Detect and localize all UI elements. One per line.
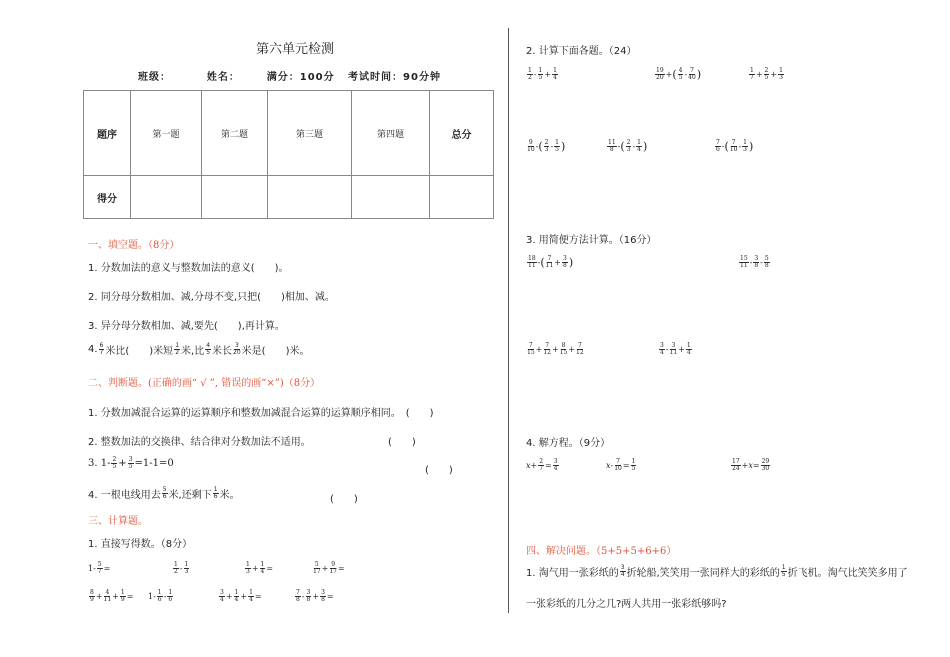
question-1-1: 1. 分数加法的意义与整数加法的意义( )。 — [88, 263, 289, 274]
score-table — [83, 90, 494, 219]
text: 4. 一根电线用去 — [88, 490, 161, 501]
calc-item: $\frac{3}{4}$ - $\frac{3}{11}$ + $\frac{1}{4}$ — [660, 342, 691, 356]
numerator: 1 — [781, 564, 786, 571]
fraction — [128, 457, 134, 470]
text: 3. 1- — [88, 458, 111, 469]
score-header-q1: 第一题 — [131, 91, 202, 176]
calc-item: $\frac{18}{11}$ - ( $\frac{7}{11}$ + $\frac{3}{8}$ ) — [528, 255, 574, 269]
denominator: 6 — [213, 493, 218, 500]
denominator: 4 — [620, 571, 625, 578]
question-1-4 — [88, 342, 309, 357]
column-divider — [508, 28, 509, 613]
numerator: 6 — [99, 342, 104, 349]
answer-paren: ( ) — [330, 494, 358, 505]
numerator: 1 — [175, 342, 180, 349]
calc-item: $\frac{7}{15}$ + $\frac{7}{12}$ + $\frac{8}{15}$ + $\frac{7}{12}$ — [527, 342, 584, 356]
calc-item: $\frac{7}{6}$ - ( $\frac{7}{10}$ - $\frac{1}{3}$ ) — [716, 139, 754, 153]
question-2-4 — [88, 486, 240, 501]
text: 1. 淘气用一张彩纸的 — [526, 568, 619, 579]
calc-item: $\frac{1}{2}$ - $\frac{1}{3}$ — [174, 561, 189, 575]
calc-item: $\frac{8}{9}$ + $\frac{4}{11}$ + $\frac{1}{9}$ = — [90, 589, 134, 603]
question-1-2: 2. 同分母分数相加、减,分母不变,只把( )相加、减。 — [88, 292, 335, 303]
page-title: 第六单元检测 — [255, 42, 334, 57]
text: 4. — [88, 344, 98, 355]
question-2-3 — [88, 457, 174, 470]
score-header-total: 总分 — [430, 91, 494, 176]
numerator: 4 — [206, 342, 211, 349]
calc-item: $\frac{7}{8}$ - $\frac{3}{8}$ + $\frac{3}{8}$ = — [296, 589, 334, 603]
fraction — [99, 343, 105, 356]
fraction — [233, 343, 241, 356]
text: 折轮船,笑笑用一张同样大的彩纸的 — [626, 568, 780, 579]
score-header-q4: 第四题 — [352, 91, 430, 176]
text: 米长 — [212, 346, 233, 357]
score-header-q3: 第三题 — [268, 91, 352, 176]
text: 米。 — [219, 490, 240, 501]
text: 米,比 — [181, 346, 205, 357]
numerator: 3 — [234, 342, 239, 349]
denominator: 5 — [112, 463, 117, 470]
score-cell[interactable] — [352, 176, 430, 219]
score-header-q2: 第二题 — [202, 91, 268, 176]
text: + — [118, 458, 127, 469]
calc-item: $\frac{5}{17}$ + $\frac{9}{17}$ = — [313, 561, 345, 575]
score-cell[interactable] — [131, 176, 202, 219]
fraction — [111, 457, 117, 470]
question-2-1: 1. 分数加减混合运算的运算顺序和整数加减混合运算的运算顺序相同。 ( ) — [88, 408, 434, 419]
calc-item: $\frac{1}{3}$ + $\frac{1}{4}$ = — [246, 561, 274, 575]
student-info-line: 班级： 姓名： 满分：100分 考试时间：90分钟 — [138, 72, 441, 83]
fraction — [162, 487, 168, 500]
calc-item: $\frac{3}{4}$ + $\frac{1}{4}$ + $\frac{1}{4}$ = — [220, 589, 262, 603]
denominator: 5 — [128, 463, 133, 470]
question-4-1-cont: 一张彩纸的几分之几?两人共用一张彩纸够吗? — [526, 599, 727, 610]
question-1-3: 3. 异分母分数相加、减,要先( ),再计算。 — [88, 321, 285, 332]
section-fill-blank: 一、填空题。（8分） — [88, 240, 180, 251]
section-word-problems: 四、解决问题。（5+5+5+6+6） — [526, 546, 677, 557]
text: 折飞机。淘气比笑笑多用了 — [787, 568, 908, 579]
numerator: 3 — [620, 564, 625, 571]
score-row-label: 得分 — [84, 176, 131, 219]
text: 米比( )米短 — [105, 346, 174, 357]
text: =1-1=0 — [134, 458, 174, 469]
fraction — [205, 343, 211, 356]
calc-item: $\frac{9}{10}$ - ( $\frac{2}{3}$ - $\frac{1}{5}$ ) — [527, 139, 566, 153]
section-calculation: 三、计算题。 — [88, 516, 148, 527]
fraction — [620, 565, 626, 578]
calc-item: $\frac{1}{2}$ - $\frac{1}{5}$ + $\frac{1}{4}$ — [528, 67, 557, 81]
question-2-2: 2. 整数加法的交换律、结合律对分数加法不适用。 — [88, 437, 311, 448]
fraction — [213, 487, 219, 500]
text: 米,还剩下 — [168, 490, 212, 501]
calc-item: $\frac{11}{8}$ - ( $\frac{2}{3}$ - $\frac{1}{4}$ ) — [608, 139, 648, 153]
denominator: 20 — [233, 349, 241, 356]
numerator: 1 — [213, 486, 218, 493]
question-3-2: 2. 计算下面各题。（24） — [526, 46, 637, 57]
numerator: 5 — [162, 486, 167, 493]
denominator: 6 — [162, 493, 167, 500]
section-true-false: 二、判断题。(正确的画“ √ ”, 错误的画“×”)（8分） — [88, 378, 321, 389]
equation-item: $\frac{17}{24}$ + x = $\frac{29}{30}$ — [732, 458, 770, 472]
score-header-order: 题序 — [84, 91, 131, 176]
question-4-1 — [526, 564, 908, 579]
answer-paren: ( ) — [425, 465, 453, 476]
denominator: 7 — [99, 349, 104, 356]
score-cell[interactable] — [430, 176, 494, 219]
calc-item: $\frac{1}{7}$ + $\frac{2}{5}$ + $\frac{1}{3}$ — [750, 67, 783, 81]
answer-paren: ( ) — [388, 437, 416, 448]
calc-item: $\frac{19}{20}$ + ( $\frac{4}{5}$ - $\frac{7}{40}$ ) — [656, 67, 702, 81]
equation-item: x + $\frac{2}{7}$ = $\frac{3}{4}$ — [526, 458, 558, 472]
calc-item: 1- $\frac{5}{7}$ = — [88, 561, 111, 575]
numerator: 2 — [112, 456, 117, 463]
question-3-1: 1. 直接写得数。（8分） — [88, 539, 193, 550]
question-3-3: 3. 用简便方法计算。（16分） — [526, 235, 657, 246]
calc-item: $\frac{15}{11}$ - $\frac{3}{8}$ - $\frac{5}{8}$ — [740, 255, 769, 269]
numerator: 3 — [128, 456, 133, 463]
text: 米是( )米。 — [241, 346, 310, 357]
question-3-4: 4. 解方程。（9分） — [526, 438, 611, 449]
score-cell[interactable] — [202, 176, 268, 219]
equation-item: x - $\frac{7}{10}$ = $\frac{1}{5}$ — [606, 458, 636, 472]
calc-item: 1- $\frac{1}{6}$ - $\frac{1}{6}$ — [148, 589, 173, 603]
fraction — [174, 343, 180, 356]
denominator: 5 — [206, 349, 211, 356]
score-cell[interactable] — [268, 176, 352, 219]
denominator: 2 — [175, 349, 180, 356]
denominator: 5 — [781, 571, 786, 578]
fraction — [781, 565, 787, 578]
